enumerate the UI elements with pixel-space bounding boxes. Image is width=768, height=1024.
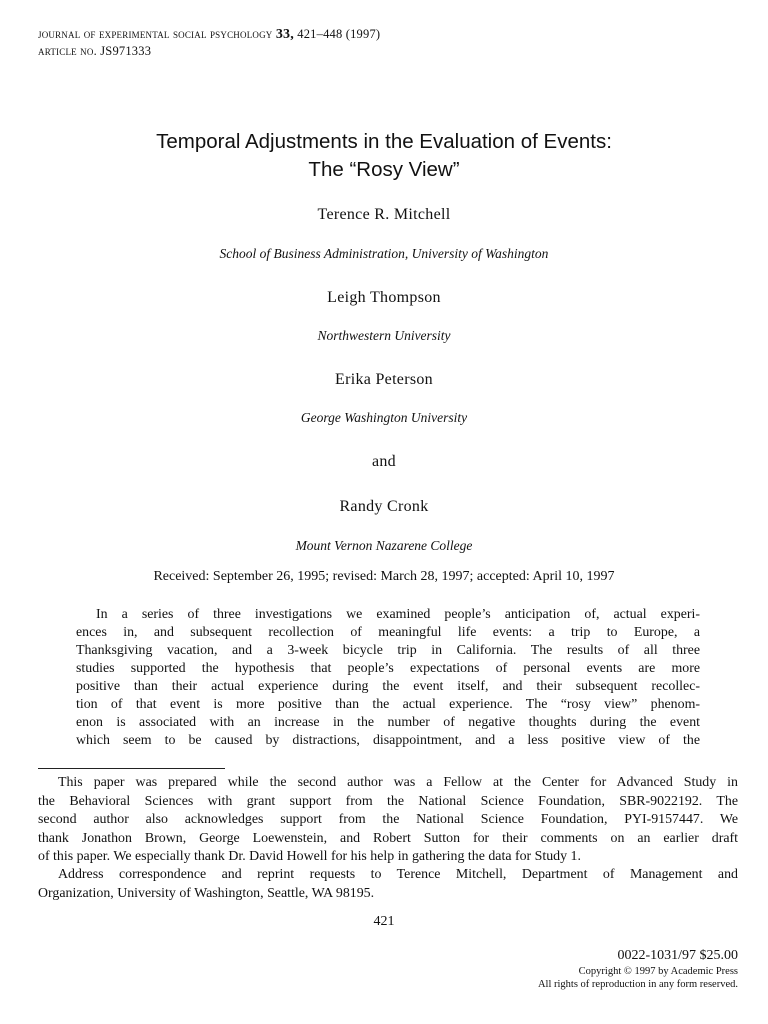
publication-codes — [538, 947, 738, 991]
author-affiliation: Northwestern University — [317, 328, 451, 343]
footnote-line: second author also acknowledges support from the National Science Foundation, PYI-9157447. We — [38, 812, 738, 827]
footnote-line: This paper was prepared while the second author was a Fellow at the Center for Advanced Study in — [58, 775, 738, 790]
paper-title — [0, 128, 768, 184]
abstract-line: enon is associated with an increase in the number of negative thoughts during the event — [76, 715, 700, 730]
article-number-label: article no. — [38, 44, 97, 58]
abstract-line: In a series of three investigations we examined people’s anticipation of, actual experi- — [96, 607, 700, 622]
abstract-line: tion of that event is more positive than the actual experience. The “rosy view” phenom- — [76, 697, 700, 712]
copyright-notice: Copyright © 1997 by Academic Press — [578, 966, 738, 977]
acknowledgment-footnote — [38, 774, 738, 867]
journal-pages: 421–448 (1997) — [297, 27, 381, 41]
abstract-line: Thanksgiving vacation, and a 3-week bicycle trip in California. The results of all three — [76, 643, 700, 658]
author-name: Erika Peterson — [335, 371, 433, 388]
journal-header — [38, 26, 380, 60]
footnote-line: the Behavioral Sciences with grant support from the National Science Foundation, SBR-9022192. The — [38, 793, 738, 809]
article-number-line — [38, 43, 380, 60]
footnote-divider — [38, 768, 225, 769]
paper-title-line-2: The “Rosy View” — [308, 158, 460, 181]
author-conjunction: and — [371, 453, 396, 470]
footnote-line: thank Jonathon Brown, George Loewenstein, and Robert Sutton for their comments on an earlier draft — [38, 830, 738, 846]
abstract-line: which seem to be caused by distractions, disappointment, and a less positive view of the — [76, 733, 700, 748]
received-dates: Received: September 26, 1995; revised: March 28, 1997; accepted: April 10, 1997 — [153, 569, 615, 584]
article-number: JS971333 — [100, 44, 152, 58]
author-affiliation: Mount Vernon Nazarene College — [295, 538, 473, 553]
abstract-line: studies supported the hypothesis that people’s expectations of personal events are more — [76, 661, 700, 676]
rights-notice: All rights of reproduction in any form reserved. — [537, 979, 738, 990]
footnote-line: of this paper. We especially thank Dr. David Howell for his help in gathering the data for Study 1. — [38, 849, 581, 864]
journal-name: journal of experimental social psychology — [38, 27, 273, 41]
issn-price: 0022-1031/97 $25.00 — [617, 948, 738, 963]
page-number: 421 — [373, 914, 395, 929]
footnote-line: Address correspondence and reprint requests to Terence Mitchell, Department of Management and — [58, 867, 738, 882]
author-affiliation: School of Business Administration, University of Washington — [219, 246, 549, 261]
paper-title-line-1: Temporal Adjustments in the Evaluation of Events: — [156, 130, 612, 153]
abstract — [76, 606, 700, 750]
journal-volume: 33, — [275, 27, 294, 42]
author-name: Randy Cronk — [339, 498, 429, 515]
footnote-line: Organization, University of Washington, Seattle, WA 98195. — [38, 885, 375, 901]
correspondence-footnote — [38, 866, 738, 903]
abstract-line: ences in, and subsequent recollection of meaningful life events: a trip to Europe, a — [76, 625, 700, 640]
journal-citation-line — [38, 26, 380, 43]
author-name: Terence R. Mitchell — [317, 206, 451, 223]
author-name: Leigh Thompson — [327, 289, 441, 306]
author-affiliation: George Washington University — [300, 410, 468, 425]
abstract-line: positive than their actual experience during the event itself, and their subsequent recollec- — [76, 679, 700, 694]
